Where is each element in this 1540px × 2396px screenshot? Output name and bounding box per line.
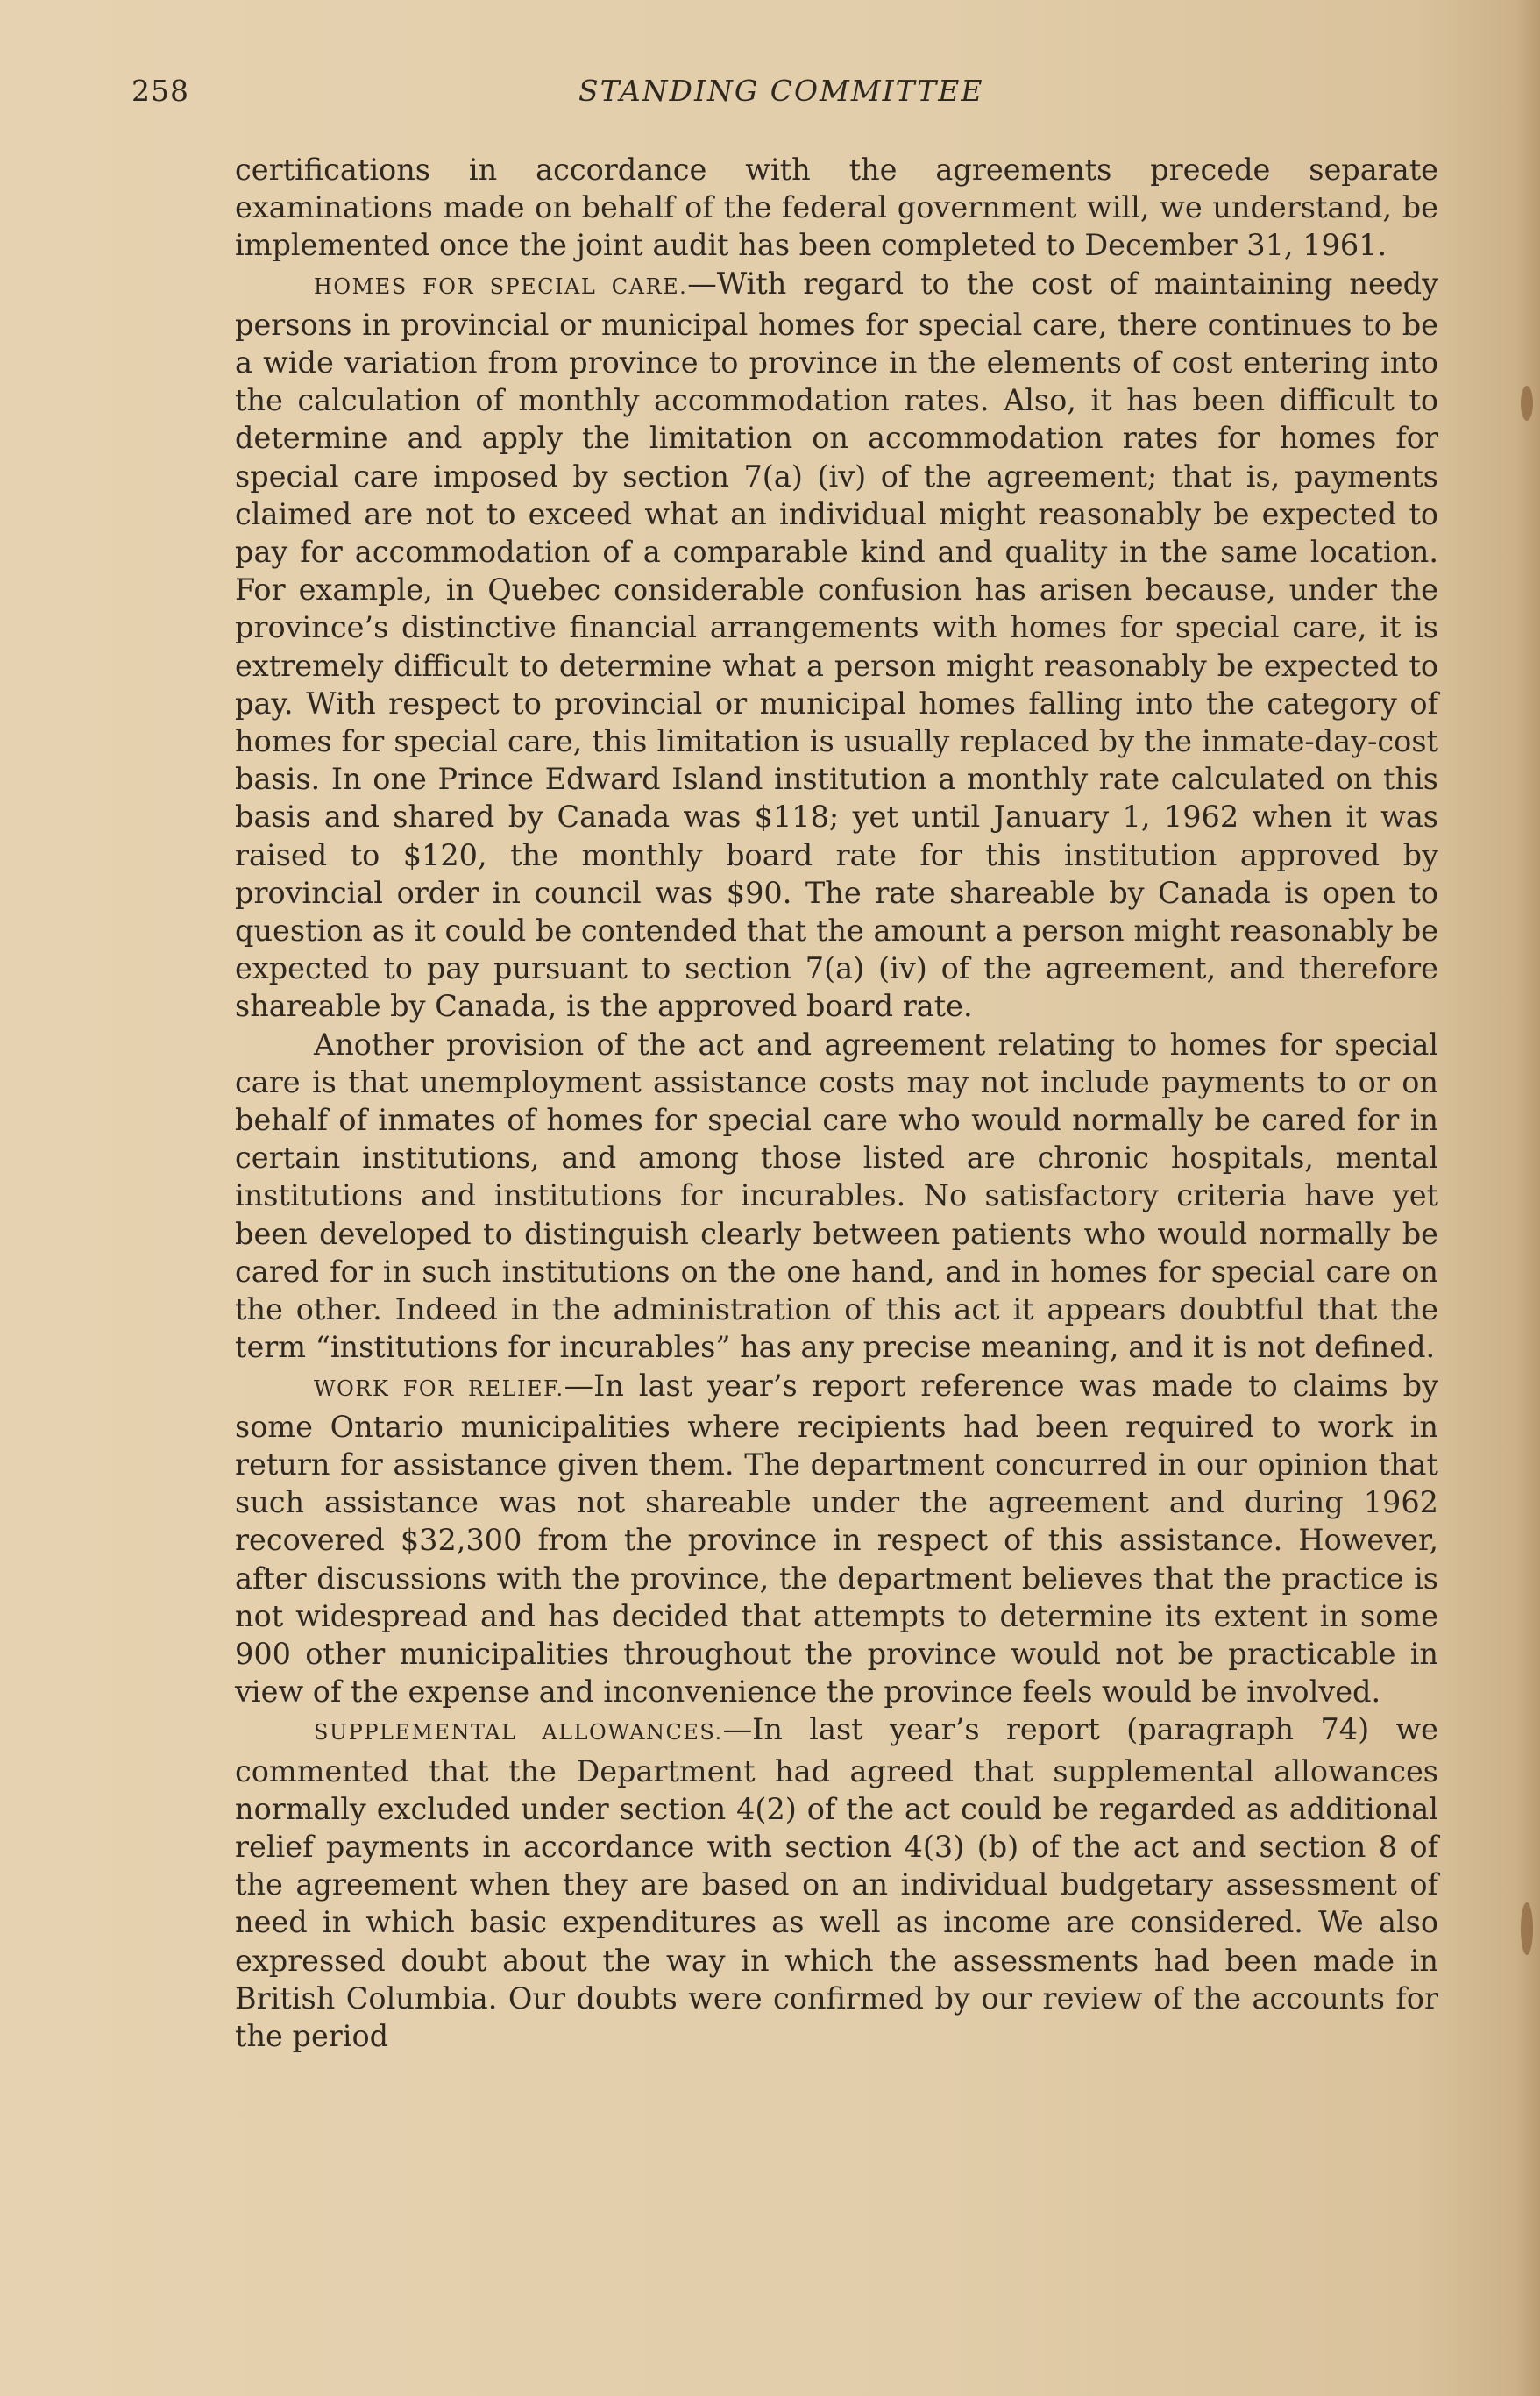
- paragraph-text: certifications in accordance with the agreements precede separate examinations made on behalf of the federal government will, we understand, be implemented once the joint audit has been completed to December 31, 1961.: [235, 153, 1438, 263]
- paragraph-text: —In last year’s report reference was made to claims by some Ontario municipalities where recipients had been required to work in return for assistance given them. The department concurred in our opinion that such assistance was not shareable under the agreement and during 1962 recovered $32,300 from the province in respect of this assistance. However, after discussions with the province, the department believes that the practice is not widespread and has decided that attempts to determine its extent in some 900 other municipalities throughout the province would not be practicable in view of the expense and inconvenience the province feels would be involved.: [235, 1368, 1439, 1710]
- page-edge-shadow: [1515, 0, 1540, 2396]
- page-number: 258: [131, 74, 189, 108]
- body-text: [235, 151, 1438, 2055]
- section-heading: SUPPLEMENTAL ALLOWANCES.: [314, 1720, 723, 1745]
- paragraph: [235, 1367, 1438, 1711]
- paragraph: [235, 1026, 1438, 1367]
- margin-stain: [1521, 386, 1533, 421]
- paragraph: [235, 151, 1438, 265]
- paragraph: [235, 265, 1438, 1026]
- paragraph: [235, 1710, 1438, 2055]
- paragraph-text: —With regard to the cost of maintaining needy persons in provincial or municipal homes for special care, there continues to be a wide variation from province to province in the elements of cost entering into the calculation of monthly accommodation rates. Also, it has been difficult to determine and apply the limitation on accommodation rates for homes for special care imposed by section 7(a) (iv) of the agreement; that is, payments claimed are not to exceed what an individual might reasonably be expected to pay for accommodation of a comparable kind and quality in the same location. For example, in Quebec considerable confusion has arisen because, under the province’s distinctive financial arrangements with homes for special care, it is extremely difficult to determine what a person might reasonably be expected to pay. With respect to provincial or municipal homes falling into the category of homes for special care, this limitation is usually replaced by the inmate-day-cost basis. In one Prince Edward Island institution a monthly rate calculated on this basis and shared by Canada was $118; yet until January 1, 1962 when it was raised to $120, the monthly board rate for this institution approved by provincial order in council was $90. The rate shareable by Canada is open to question as it could be contended that the amount a person might reasonably be expected to pay pursuant to section 7(a) (iv) of the agreement, and therefore shareable by Canada, is the approved board rate.: [235, 266, 1438, 1024]
- section-heading: WORK FOR RELIEF.: [314, 1376, 564, 1401]
- paragraph-text: —In last year’s report (paragraph 74) we commented that the Department had agreed that supplemental allowances normally excluded under section 4(2) of the act could be regarded as additional relief payments in accordance with section 4(3) (b) of the act and section 8 of the agreement when they are based on an individual budgetary assessment of need in which basic expenditures as well as income are considered. We also expressed doubt about the way in which the assessments had been made in British Columbia. Our doubts were confirmed by our review of the accounts for the period: [235, 1712, 1438, 2053]
- section-heading: HOMES FOR SPECIAL CARE.: [314, 274, 688, 299]
- margin-stain: [1521, 1902, 1533, 1955]
- running-head: [131, 74, 1394, 117]
- paragraph-text: Another provision of the act and agreement relating to homes for special care is that unemployment assistance costs may not include payments to or on behalf of inmates of homes for special care who would normally be cared for in certain institutions, and among those listed are chronic hospitals, mental institutions and institutions for incurables. No satisfactory criteria have yet been developed to distinguish clearly between patients who would normally be cared for in such institutions on the one hand, and in homes for special care on the other. Indeed in the administration of this act it appears doubtful that the term “institutions for incurables” has any precise meaning, and it is not defined.: [235, 1027, 1438, 1365]
- running-title: STANDING COMMITTEE: [578, 74, 984, 108]
